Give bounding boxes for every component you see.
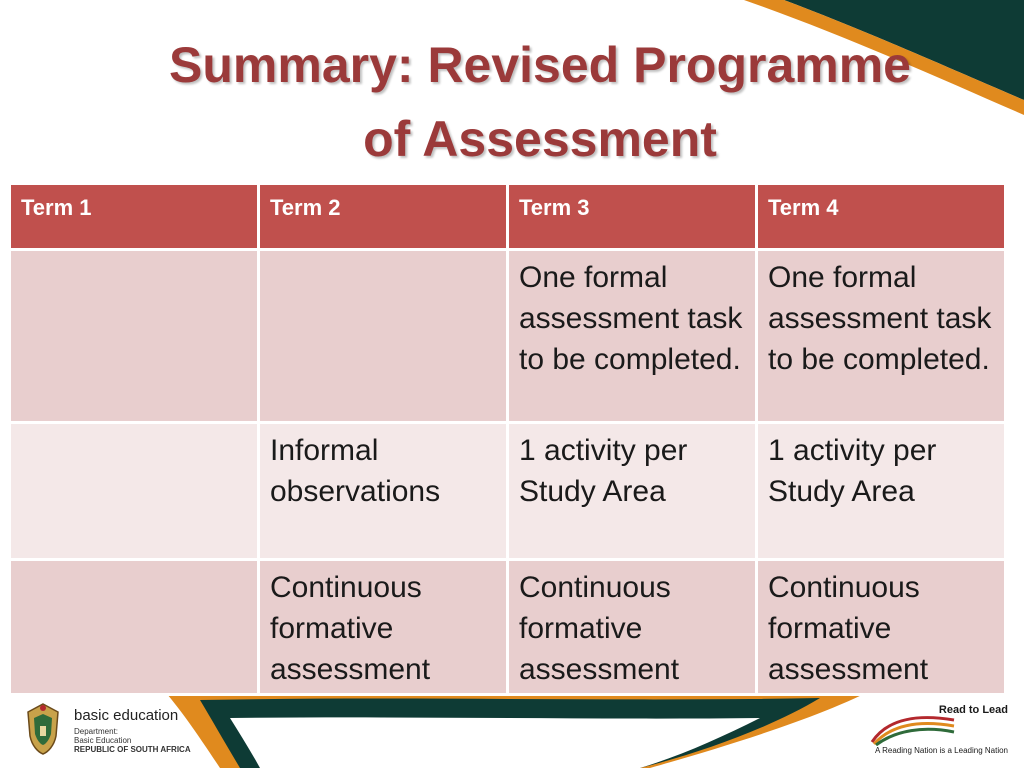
table-row [10, 250, 1006, 423]
logo-country: REPUBLIC OF SOUTH AFRICA [74, 745, 191, 754]
table-cell: 1 activity per Study Area [757, 423, 1006, 560]
slide-title [60, 28, 1020, 176]
title-line-2: of Assessment [363, 111, 717, 167]
header-term-4: Term 4 [757, 184, 1006, 250]
header-term-1: Term 1 [10, 184, 259, 250]
table-cell: Continuous formative assessment [757, 560, 1006, 695]
read-to-lead-tagline: A Reading Nation is a Leading Nation [875, 746, 1008, 755]
logo-dept-line-1: Department: [74, 727, 119, 736]
table-header-row [10, 184, 1006, 250]
basic-education-logo [22, 700, 222, 758]
logo-dept-line-2: Basic Education [74, 736, 132, 745]
table-cell: 1 activity per Study Area [508, 423, 757, 560]
assessment-table [8, 182, 1007, 696]
coat-of-arms-icon [22, 700, 64, 756]
table-cell: Informal observations [259, 423, 508, 560]
read-to-lead-logo [868, 700, 1008, 762]
header-term-3: Term 3 [508, 184, 757, 250]
table-cell [10, 423, 259, 560]
table-cell: One formal assessment task to be completed. [508, 250, 757, 423]
table-cell: Continuous formative assessment [259, 560, 508, 695]
table-cell: Continuous formative assessment [508, 560, 757, 695]
header-term-2: Term 2 [259, 184, 508, 250]
table-cell [10, 250, 259, 423]
table-cell: One formal assessment task to be completed. [757, 250, 1006, 423]
table-row [10, 423, 1006, 560]
logo-name: basic education [74, 707, 179, 724]
table-row [10, 560, 1006, 695]
read-to-lead-title: Read to Lead [938, 704, 1008, 716]
table-cell [10, 560, 259, 695]
table-cell [259, 250, 508, 423]
title-line-1: Summary: Revised Programme [169, 37, 911, 93]
